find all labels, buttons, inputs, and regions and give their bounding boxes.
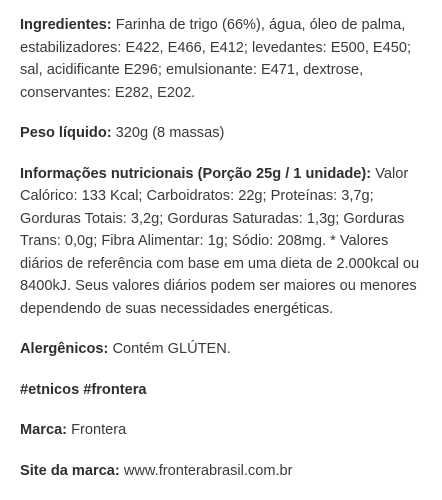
allergens-paragraph [20, 338, 426, 361]
nutrition-label: Informações nutricionais (Porção 25g / 1 unidade): [20, 165, 372, 182]
brand-label: Marca: [20, 422, 68, 438]
nutrition-paragraph [20, 163, 426, 321]
ingredients-text: Farinha de trigo (66%), água, óleo de palma, estabilizadores: E422, E466, E412; levedantes: E500, E450; sal, acidificante E296; emulsionante: E471, dextrose, conservantes: E282, E202. [20, 17, 412, 101]
tags-paragraph [20, 379, 426, 402]
allergens-text: Contém GLÚTEN. [108, 341, 231, 357]
nutrition-text: Valor Calórico: 133 Kcal; Carboidratos: 22g; Proteínas: 3,7g; Gorduras Totais: 3,2g; Gorduras Saturadas: 1,3g; Gorduras Trans: 0,0g; Fibra Alimentar: 1g; Sódio: 208mg. * Valores diários de referência com base em uma dieta de 2.000kcal ou 8400kJ. Seus valores diários podem ser maiores ou menores dependendo de suas necessidades energéticas. [20, 165, 420, 317]
hashtags: #etnicos #frontera [20, 381, 147, 398]
brand-text: Frontera [67, 422, 127, 438]
ingredients-label: Ingredientes: [20, 17, 112, 33]
allergens-label: Alergênicos: [20, 341, 109, 357]
ingredients-paragraph [20, 14, 426, 104]
brand-site-paragraph [20, 460, 426, 483]
net-weight-text: 320g (8 massas) [111, 125, 225, 141]
brand-site-label: Site da marca: [20, 462, 120, 479]
brand-paragraph [20, 419, 426, 442]
net-weight-paragraph [20, 122, 426, 145]
brand-site-text: www.fronterabrasil.com.br [119, 462, 293, 479]
net-weight-label: Peso líquido: [20, 125, 112, 141]
